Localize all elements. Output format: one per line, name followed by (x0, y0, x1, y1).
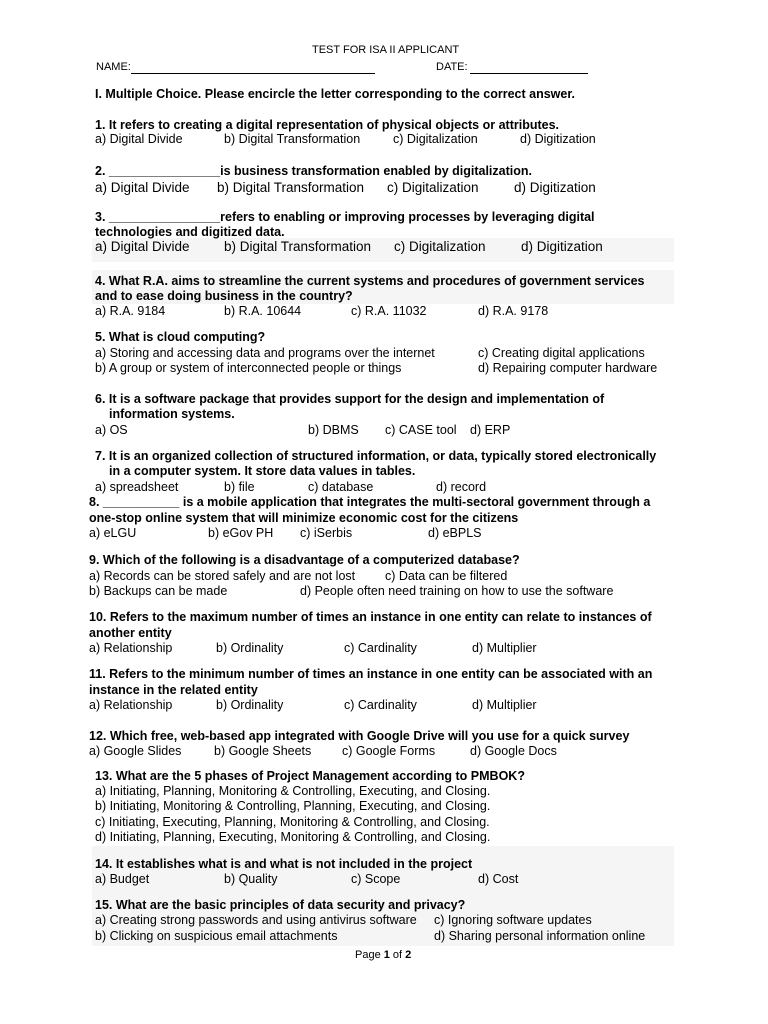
q1-option-d[interactable]: d) Digitization (520, 132, 596, 146)
q7-option-c[interactable]: c) database (308, 480, 374, 494)
q6-option-a[interactable]: a) OS (95, 423, 128, 437)
date-field-line[interactable] (470, 73, 588, 74)
question-9-text: 9. Which of the following is a disadvantage of a computerized database? (89, 553, 520, 567)
section-title: I. Multiple Choice. Please encircle the letter corresponding to the correct answer. (95, 87, 575, 101)
q6-option-c[interactable]: c) CASE tool (385, 423, 457, 437)
q10-option-c[interactable]: c) Cardinality (344, 641, 417, 655)
q10-option-b[interactable]: b) Ordinality (216, 641, 284, 655)
q8-option-d[interactable]: d) eBPLS (428, 526, 482, 540)
q5-option-d[interactable]: d) Repairing computer hardware (478, 361, 658, 375)
q3-option-c[interactable]: c) Digitalization (394, 239, 486, 254)
q5-option-b[interactable]: b) A group or system of interconnected people or things (95, 361, 402, 375)
q3-option-b[interactable]: b) Digital Transformation (224, 239, 372, 254)
question-10-text-line-1: 10. Refers to the maximum number of times an instance in one entity can relate to instances of (89, 610, 652, 624)
question-15-text: 15. What are the basic principles of data security and privacy? (95, 898, 466, 912)
q14-option-b[interactable]: b) Quality (224, 872, 278, 886)
q12-option-d[interactable]: d) Google Docs (470, 744, 557, 758)
question-13-text: 13. What are the 5 phases of Project Management according to PMBOK? (95, 769, 525, 783)
q11-option-c[interactable]: c) Cardinality (344, 698, 417, 712)
q1-option-c[interactable]: c) Digitalization (393, 132, 478, 146)
q2-option-c[interactable]: c) Digitalization (387, 180, 479, 195)
q9-option-c[interactable]: c) Data can be filtered (385, 569, 508, 583)
question-6-text-line-1: 6. It is a software package that provides support for the design and implementation of (95, 392, 605, 406)
question-14-text: 14. It establishes what is and what is not included in the project (95, 857, 473, 871)
q4-option-d[interactable]: d) R.A. 9178 (478, 304, 549, 318)
q2-option-b[interactable]: b) Digital Transformation (217, 180, 365, 195)
q14-option-c[interactable]: c) Scope (351, 872, 401, 886)
q8-option-a[interactable]: a) eLGU (89, 526, 137, 540)
question-4-text-line-2: and to ease doing business in the country? (95, 289, 353, 303)
question-2-text: 2. ________________is business transformation enabled by digitalization. (95, 164, 532, 178)
q12-option-a[interactable]: a) Google Slides (89, 744, 182, 758)
q10-option-d[interactable]: d) Multiplier (472, 641, 537, 655)
q11-option-d[interactable]: d) Multiplier (472, 698, 537, 712)
q3-option-d[interactable]: d) Digitization (521, 239, 603, 254)
question-3-text-line-1: 3. ________________refers to enabling or improving processes by leveraging digital (95, 210, 595, 224)
q9-option-b[interactable]: b) Backups can be made (89, 584, 228, 598)
question-5-text: 5. What is cloud computing? (95, 330, 266, 344)
q9-option-a[interactable]: a) Records can be stored safely and are not lost (89, 569, 356, 583)
q7-option-a[interactable]: a) spreadsheet (95, 480, 179, 494)
question-4-text-line-1: 4. What R.A. aims to streamline the current systems and procedures of government services (95, 274, 645, 288)
q6-option-d[interactable]: d) ERP (470, 423, 511, 437)
q12-option-b[interactable]: b) Google Sheets (214, 744, 312, 758)
question-1-text: 1. It refers to creating a digital representation of physical objects or attributes. (95, 118, 560, 132)
q7-option-b[interactable]: b) file (224, 480, 255, 494)
q6-option-b[interactable]: b) DBMS (308, 423, 359, 437)
q3-option-a[interactable]: a) Digital Divide (95, 239, 190, 254)
q15-option-a[interactable]: a) Creating strong passwords and using antivirus software (95, 913, 417, 927)
question-12-text: 12. Which free, web-based app integrated with Google Drive will you use for a quick survey (89, 729, 630, 743)
q2-option-d[interactable]: d) Digitization (514, 180, 596, 195)
q15-option-c[interactable]: c) Ignoring software updates (434, 913, 592, 927)
q1-option-b[interactable]: b) Digital Transformation (224, 132, 361, 146)
q14-option-d[interactable]: d) Cost (478, 872, 519, 886)
q10-option-a[interactable]: a) Relationship (89, 641, 173, 655)
question-7-text-line-1: 7. It is an organized collection of structured information, or data, typically stored electronically (95, 449, 657, 463)
q13-option-c[interactable]: c) Initiating, Executing, Planning, Monitoring & Controlling, and Closing. (95, 815, 490, 829)
q13-option-b[interactable]: b) Initiating, Monitoring & Controlling, Planning, Executing, and Closing. (95, 799, 491, 813)
question-3-text-line-2: technologies and digitized data. (95, 225, 285, 239)
page-prefix: Page (355, 949, 384, 961)
q11-option-b[interactable]: b) Ordinality (216, 698, 284, 712)
question-8-text-line-2: one-stop online system that will minimize economic cost for the citizens (89, 511, 519, 525)
q1-option-a[interactable]: a) Digital Divide (95, 132, 183, 146)
q4-option-b[interactable]: b) R.A. 10644 (224, 304, 302, 318)
page-title: TEST FOR ISA II APPLICANT (312, 44, 460, 56)
q5-option-c[interactable]: c) Creating digital applications (478, 346, 645, 360)
q4-option-c[interactable]: c) R.A. 11032 (351, 304, 427, 318)
question-11-text-line-1: 11. Refers to the minimum number of times an instance in one entity can be associated with an (89, 667, 653, 681)
q15-option-b[interactable]: b) Clicking on suspicious email attachments (95, 929, 338, 943)
q12-option-c[interactable]: c) Google Forms (342, 744, 436, 758)
q8-option-b[interactable]: b) eGov PH (208, 526, 274, 540)
q13-option-a[interactable]: a) Initiating, Planning, Monitoring & Controlling, Executing, and Closing. (95, 784, 491, 798)
page-of: of (389, 949, 406, 961)
page-number (355, 949, 411, 961)
question-8-text-line-1: 8. ___________ is a mobile application that integrates the multi-sectoral government through a (89, 495, 651, 509)
date-label: DATE: (436, 61, 468, 73)
question-10-text-line-2: another entity (89, 626, 172, 640)
page-total: 2 (405, 949, 412, 961)
q2-option-a[interactable]: a) Digital Divide (95, 180, 190, 195)
q15-option-d[interactable]: d) Sharing personal information online (434, 929, 646, 943)
name-label: NAME: (96, 61, 131, 73)
page-current: 1 (383, 949, 390, 961)
q9-option-d[interactable]: d) People often need training on how to use the software (300, 584, 614, 598)
q14-option-a[interactable]: a) Budget (95, 872, 150, 886)
q13-option-d[interactable]: d) Initiating, Planning, Executing, Monitoring & Controlling, and Closing. (95, 830, 491, 844)
q4-option-a[interactable]: a) R.A. 9184 (95, 304, 166, 318)
question-6-text-line-2: information systems. (109, 407, 235, 421)
q5-option-a[interactable]: a) Storing and accessing data and programs over the internet (95, 346, 435, 360)
q7-option-d[interactable]: d) record (436, 480, 487, 494)
question-11-text-line-2: instance in the related entity (89, 683, 258, 697)
q8-option-c[interactable]: c) iSerbis (300, 526, 353, 540)
question-7-text-line-2: in a computer system. It store data values in tables. (109, 464, 416, 478)
name-field-line[interactable] (131, 73, 375, 74)
q11-option-a[interactable]: a) Relationship (89, 698, 173, 712)
